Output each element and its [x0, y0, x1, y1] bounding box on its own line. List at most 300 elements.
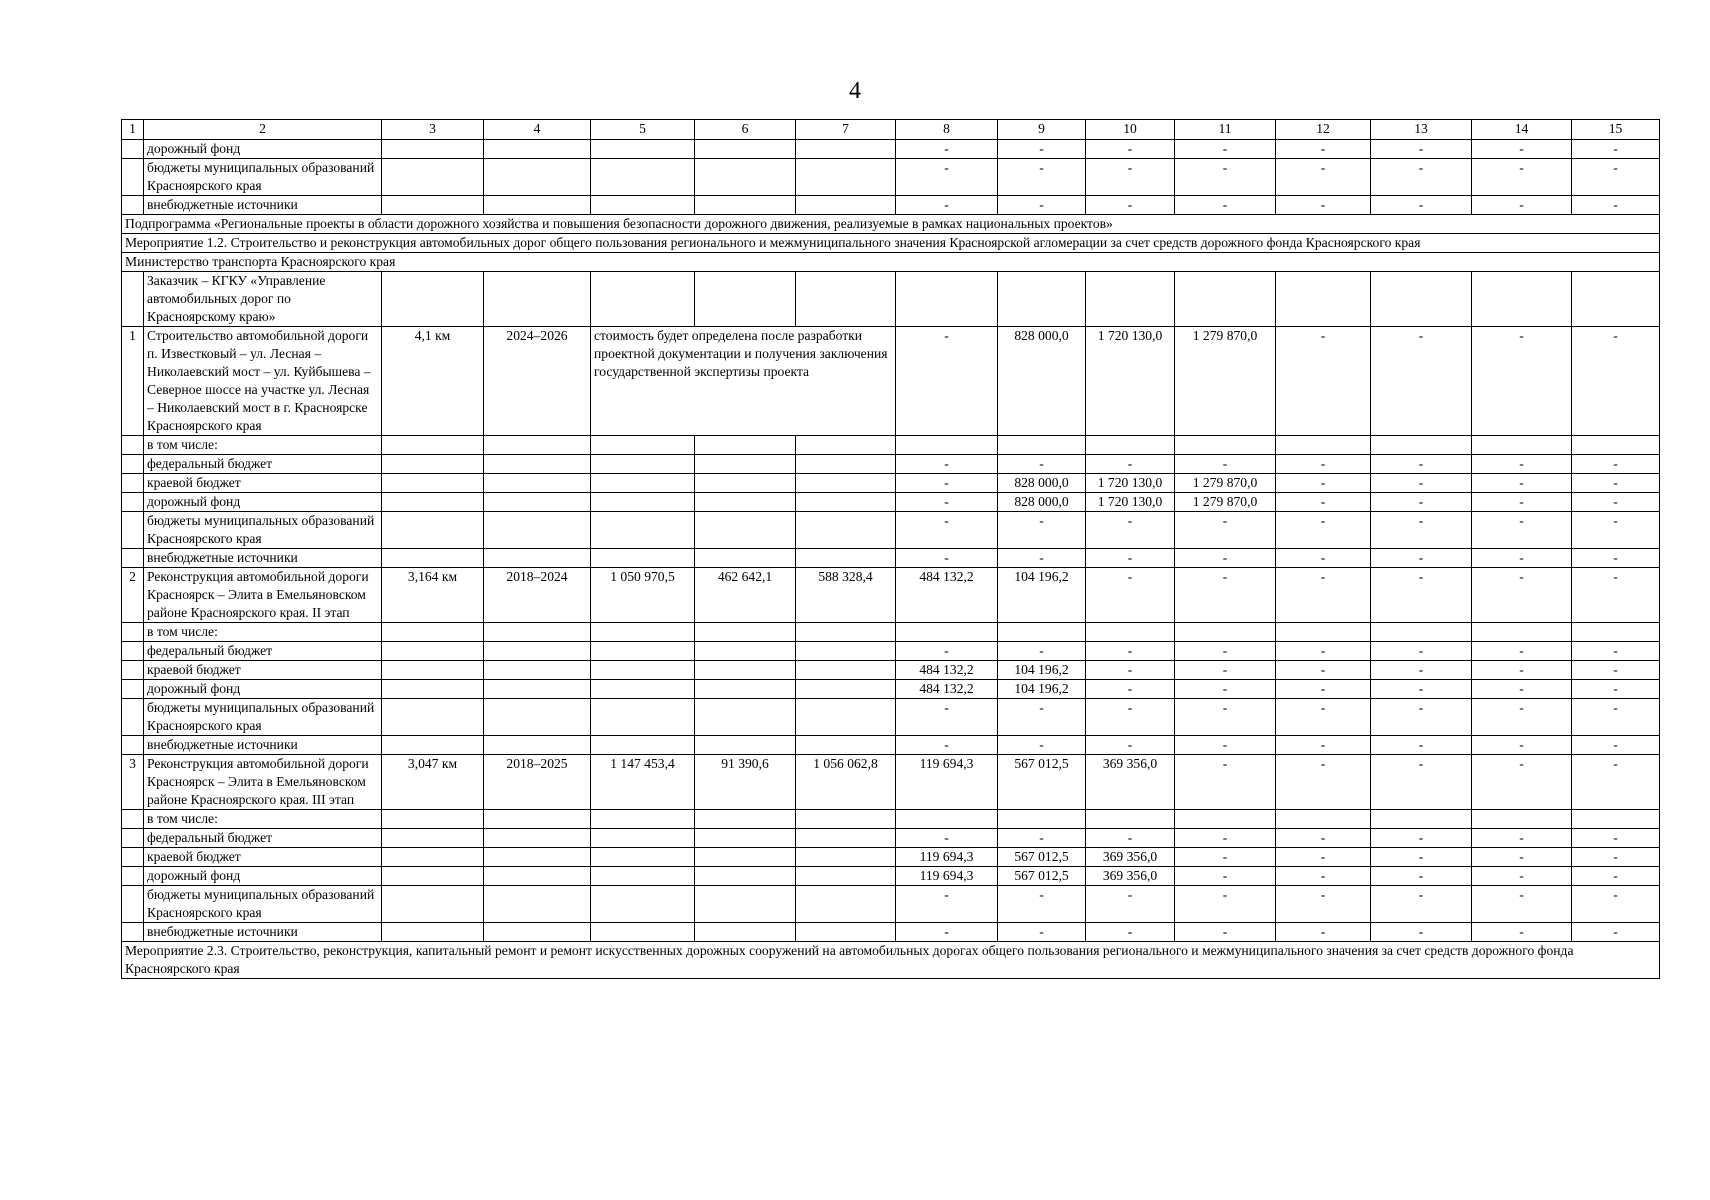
- table-cell: [695, 623, 796, 642]
- table-cell: [591, 493, 695, 512]
- table-cell: -: [896, 923, 998, 942]
- table-cell: -: [1175, 568, 1276, 623]
- table-cell: [796, 474, 896, 493]
- table-cell: [695, 699, 796, 736]
- row-label: краевой бюджет: [144, 474, 382, 493]
- table-cell: [1175, 810, 1276, 829]
- table-row: [122, 455, 1660, 474]
- table-row: [122, 327, 1660, 436]
- table-cell: 1 279 870,0: [1175, 474, 1276, 493]
- table-cell: [896, 623, 998, 642]
- table-cell: [382, 810, 484, 829]
- table-cell: -: [1371, 923, 1472, 942]
- table-cell: [998, 436, 1086, 455]
- table-cell: [1371, 272, 1472, 327]
- table-row: [122, 140, 1660, 159]
- table-cell: -: [1472, 455, 1572, 474]
- table-cell: [382, 736, 484, 755]
- table-cell: [484, 680, 591, 699]
- table-cell: [382, 680, 484, 699]
- table-cell: -: [1472, 736, 1572, 755]
- table-cell: -: [1086, 699, 1175, 736]
- table-cell: -: [1276, 661, 1371, 680]
- row-label: краевой бюджет: [144, 661, 382, 680]
- column-header: 5: [591, 120, 695, 140]
- table-cell: [1572, 810, 1660, 829]
- table-cell: [796, 699, 896, 736]
- table-cell: -: [1276, 549, 1371, 568]
- page-number: 4: [849, 78, 861, 104]
- table-cell: -: [896, 159, 998, 196]
- table-cell: 119 694,3: [896, 848, 998, 867]
- table-cell: [998, 272, 1086, 327]
- table-row: [122, 474, 1660, 493]
- table-cell: [796, 680, 896, 699]
- table-cell: -: [896, 549, 998, 568]
- table-row: [122, 661, 1660, 680]
- column-header: 9: [998, 120, 1086, 140]
- table-cell: -: [896, 512, 998, 549]
- table-cell: -: [896, 829, 998, 848]
- table-cell: [796, 736, 896, 755]
- row-label: бюджеты муниципальных образований Красноярского края: [144, 699, 382, 736]
- table-cell: [796, 886, 896, 923]
- table-cell: -: [1371, 642, 1472, 661]
- table-row: [122, 159, 1660, 196]
- table-row: [122, 568, 1660, 623]
- table-cell: 2018–2024: [484, 568, 591, 623]
- table-cell: [695, 455, 796, 474]
- row-label: в том числе:: [144, 810, 382, 829]
- table-cell: [591, 436, 695, 455]
- table-cell: [796, 661, 896, 680]
- table-cell: -: [1472, 493, 1572, 512]
- column-header: 11: [1175, 120, 1276, 140]
- table-cell: -: [1175, 661, 1276, 680]
- table-cell: [484, 848, 591, 867]
- section-heading: Подпрограмма «Региональные проекты в области дорожного хозяйства и повышения безопасности дорожного движения, реализуемые в рамках национальных проектов»: [122, 215, 1660, 234]
- table-cell: [796, 455, 896, 474]
- row-label: дорожный фонд: [144, 867, 382, 886]
- table-cell: [484, 810, 591, 829]
- header-row: [122, 120, 1660, 140]
- table-cell: -: [896, 642, 998, 661]
- column-header: 12: [1276, 120, 1371, 140]
- table-row: [122, 215, 1660, 234]
- table-cell: [695, 196, 796, 215]
- table-cell: 3,164 км: [382, 568, 484, 623]
- table-cell: [591, 810, 695, 829]
- table-cell: [591, 829, 695, 848]
- table-cell: -: [1472, 755, 1572, 810]
- table-cell: [382, 923, 484, 942]
- table-cell: [484, 661, 591, 680]
- table-cell: -: [1472, 699, 1572, 736]
- table-cell: -: [998, 886, 1086, 923]
- table-cell: -: [1086, 923, 1175, 942]
- table-cell: -: [1472, 474, 1572, 493]
- table-cell: -: [1276, 474, 1371, 493]
- table-cell: -: [1276, 327, 1371, 436]
- table-cell: -: [998, 699, 1086, 736]
- table-cell: [122, 923, 144, 942]
- table-cell: [695, 272, 796, 327]
- table-cell: -: [1086, 512, 1175, 549]
- table-cell: -: [1472, 568, 1572, 623]
- table-cell: -: [998, 159, 1086, 196]
- table-cell: -: [1175, 196, 1276, 215]
- table-cell: -: [1086, 455, 1175, 474]
- table-cell: [695, 867, 796, 886]
- table-cell: -: [1572, 327, 1660, 436]
- table-cell: [122, 196, 144, 215]
- table-cell: [382, 493, 484, 512]
- table-cell: [1472, 272, 1572, 327]
- table-cell: [695, 736, 796, 755]
- table-cell: -: [1472, 512, 1572, 549]
- row-label: в том числе:: [144, 623, 382, 642]
- table-cell: [591, 661, 695, 680]
- table-cell: -: [1572, 661, 1660, 680]
- table-cell: -: [1371, 829, 1472, 848]
- table-cell: [1086, 810, 1175, 829]
- table-cell: [484, 196, 591, 215]
- table-cell: 369 356,0: [1086, 848, 1175, 867]
- table-cell: [122, 512, 144, 549]
- table-cell: [1276, 623, 1371, 642]
- table-cell: [122, 455, 144, 474]
- table-cell: -: [1472, 196, 1572, 215]
- table-cell: 1 279 870,0: [1175, 493, 1276, 512]
- table-cell: 1 720 130,0: [1086, 474, 1175, 493]
- table-cell: -: [1175, 512, 1276, 549]
- table-cell: [122, 699, 144, 736]
- table-cell: [591, 272, 695, 327]
- table-cell: [591, 512, 695, 549]
- column-header: 3: [382, 120, 484, 140]
- table-cell: -: [998, 829, 1086, 848]
- table-cell: -: [1572, 867, 1660, 886]
- table-cell: -: [1175, 867, 1276, 886]
- table-cell: [695, 436, 796, 455]
- table-cell: [998, 623, 1086, 642]
- table-cell: [695, 140, 796, 159]
- column-header: 15: [1572, 120, 1660, 140]
- table-cell: [695, 661, 796, 680]
- table-cell: [382, 549, 484, 568]
- table-cell: -: [896, 493, 998, 512]
- program-table: [121, 119, 1660, 979]
- table-cell: 1 279 870,0: [1175, 327, 1276, 436]
- table-cell: -: [1371, 327, 1472, 436]
- table-cell: -: [1572, 736, 1660, 755]
- table-cell: -: [1472, 848, 1572, 867]
- table-cell: -: [1175, 549, 1276, 568]
- column-header: 1: [122, 120, 144, 140]
- table-cell: -: [1572, 455, 1660, 474]
- column-header: 4: [484, 120, 591, 140]
- table-cell: 2018–2025: [484, 755, 591, 810]
- table-cell: [382, 474, 484, 493]
- table-row: [122, 493, 1660, 512]
- table-cell: -: [1371, 512, 1472, 549]
- section-heading: Министерство транспорта Красноярского края: [122, 253, 1660, 272]
- table-cell: [796, 642, 896, 661]
- table-cell: 4,1 км: [382, 327, 484, 436]
- table-cell: -: [1086, 661, 1175, 680]
- row-label: федеральный бюджет: [144, 642, 382, 661]
- table-cell: 567 012,5: [998, 755, 1086, 810]
- column-header: 8: [896, 120, 998, 140]
- table-cell: [122, 549, 144, 568]
- table-cell: [484, 159, 591, 196]
- table-row: [122, 680, 1660, 699]
- table-cell: -: [1276, 196, 1371, 215]
- table-cell: [695, 680, 796, 699]
- table-cell: -: [998, 923, 1086, 942]
- table-cell: -: [1276, 923, 1371, 942]
- table-cell: [1472, 436, 1572, 455]
- table-cell: -: [1371, 755, 1472, 810]
- table-cell: -: [1086, 568, 1175, 623]
- row-label: федеральный бюджет: [144, 455, 382, 474]
- table-cell: [1276, 272, 1371, 327]
- table-row: [122, 810, 1660, 829]
- table-cell: [122, 493, 144, 512]
- table-cell: -: [1086, 196, 1175, 215]
- table-cell: 1 720 130,0: [1086, 327, 1175, 436]
- table-cell: [382, 455, 484, 474]
- table-cell: -: [896, 327, 998, 436]
- table-cell: [382, 848, 484, 867]
- table-cell: [1371, 436, 1472, 455]
- table-cell: -: [1472, 661, 1572, 680]
- table-cell: [484, 549, 591, 568]
- table-cell: -: [1276, 642, 1371, 661]
- table-cell: -: [1472, 923, 1572, 942]
- table-cell: -: [1572, 755, 1660, 810]
- table-cell: -: [1371, 886, 1472, 923]
- table-cell: [484, 736, 591, 755]
- table-cell: -: [1175, 455, 1276, 474]
- table-cell: 104 196,2: [998, 568, 1086, 623]
- table-cell: -: [1572, 848, 1660, 867]
- table-cell: -: [896, 455, 998, 474]
- table-cell: -: [1472, 867, 1572, 886]
- table-cell: [1175, 436, 1276, 455]
- table-cell: [896, 272, 998, 327]
- table-row: [122, 867, 1660, 886]
- table-cell: [382, 642, 484, 661]
- table-cell: -: [1276, 755, 1371, 810]
- table-row: [122, 512, 1660, 549]
- table-cell: 828 000,0: [998, 327, 1086, 436]
- table-cell: 3: [122, 755, 144, 810]
- table-body: [122, 120, 1660, 979]
- table-row: [122, 549, 1660, 568]
- table-cell: 369 356,0: [1086, 755, 1175, 810]
- table-cell: [484, 140, 591, 159]
- table-cell: -: [1472, 159, 1572, 196]
- table-cell: [382, 140, 484, 159]
- table-cell: [382, 436, 484, 455]
- table-cell: 104 196,2: [998, 661, 1086, 680]
- row-label: внебюджетные источники: [144, 736, 382, 755]
- table-cell: [382, 272, 484, 327]
- table-cell: -: [896, 140, 998, 159]
- table-cell: [591, 923, 695, 942]
- table-cell: [122, 623, 144, 642]
- column-header: 13: [1371, 120, 1472, 140]
- table-cell: -: [1572, 568, 1660, 623]
- table-cell: [591, 867, 695, 886]
- table-cell: [1472, 623, 1572, 642]
- table-cell: 104 196,2: [998, 680, 1086, 699]
- table-cell: -: [1371, 455, 1472, 474]
- row-label: Реконструкция автомобильной дороги Красноярск – Элита в Емельяновском районе Красноярского края. II этап: [144, 568, 382, 623]
- table-cell: -: [998, 196, 1086, 215]
- table-cell: -: [1276, 159, 1371, 196]
- table-cell: -: [1371, 867, 1472, 886]
- table-cell: [122, 661, 144, 680]
- table-cell: [695, 493, 796, 512]
- table-cell: [382, 699, 484, 736]
- table-cell: -: [1086, 140, 1175, 159]
- table-row: [122, 848, 1660, 867]
- table-cell: [796, 140, 896, 159]
- table-cell: -: [1276, 886, 1371, 923]
- table-cell: [695, 886, 796, 923]
- table-row: [122, 196, 1660, 215]
- table-cell: 1 050 970,5: [591, 568, 695, 623]
- table-cell: -: [1371, 848, 1472, 867]
- row-label: дорожный фонд: [144, 493, 382, 512]
- table-cell: -: [1175, 886, 1276, 923]
- table-cell: 119 694,3: [896, 867, 998, 886]
- table-cell: -: [1572, 829, 1660, 848]
- table-cell: 1: [122, 327, 144, 436]
- table-cell: [796, 810, 896, 829]
- column-header: 6: [695, 120, 796, 140]
- table-cell: -: [1175, 699, 1276, 736]
- table-cell: [484, 455, 591, 474]
- table-cell: [695, 923, 796, 942]
- table-cell: [484, 699, 591, 736]
- table-cell: [1572, 623, 1660, 642]
- table-cell: [1086, 436, 1175, 455]
- table-cell: [796, 848, 896, 867]
- table-cell: [122, 848, 144, 867]
- table-row: [122, 272, 1660, 327]
- table-cell: [695, 829, 796, 848]
- table-cell: [896, 810, 998, 829]
- row-label: в том числе:: [144, 436, 382, 455]
- table-cell: 2024–2026: [484, 327, 591, 436]
- table-cell: [382, 623, 484, 642]
- table-cell: -: [1472, 886, 1572, 923]
- row-label: бюджеты муниципальных образований Красноярского края: [144, 512, 382, 549]
- table-cell: [591, 623, 695, 642]
- table-cell: 567 012,5: [998, 867, 1086, 886]
- table-cell: [695, 642, 796, 661]
- table-cell: -: [1572, 642, 1660, 661]
- table-cell: -: [1472, 549, 1572, 568]
- table-cell: [591, 886, 695, 923]
- table-cell: 484 132,2: [896, 568, 998, 623]
- table-cell: [1276, 810, 1371, 829]
- table-cell: 1 056 062,8: [796, 755, 896, 810]
- table-cell: -: [1086, 159, 1175, 196]
- table-cell: 828 000,0: [998, 474, 1086, 493]
- table-cell: -: [1276, 493, 1371, 512]
- table-cell: -: [1086, 886, 1175, 923]
- table-cell: -: [1572, 474, 1660, 493]
- table-cell: -: [1175, 829, 1276, 848]
- table-cell: -: [1276, 680, 1371, 699]
- table-cell: [484, 623, 591, 642]
- table-cell: 3,047 км: [382, 755, 484, 810]
- table-cell: [122, 474, 144, 493]
- table-cell: [796, 196, 896, 215]
- table-cell: -: [1276, 512, 1371, 549]
- table-cell: -: [998, 736, 1086, 755]
- row-label: федеральный бюджет: [144, 829, 382, 848]
- table-cell: -: [896, 886, 998, 923]
- table-cell: [796, 623, 896, 642]
- table-cell: -: [1175, 159, 1276, 196]
- table-cell: 484 132,2: [896, 680, 998, 699]
- table-cell: -: [1572, 699, 1660, 736]
- table-cell: [1371, 810, 1472, 829]
- table-cell: -: [1371, 736, 1472, 755]
- table-cell: -: [1175, 140, 1276, 159]
- table-cell: -: [1175, 642, 1276, 661]
- table-cell: -: [1371, 493, 1472, 512]
- table-cell: 462 642,1: [695, 568, 796, 623]
- table-cell: -: [896, 196, 998, 215]
- table-cell: -: [896, 699, 998, 736]
- table-row: [122, 699, 1660, 736]
- table-cell: [1086, 623, 1175, 642]
- column-header: 10: [1086, 120, 1175, 140]
- table-cell: [122, 810, 144, 829]
- row-label: Реконструкция автомобильной дороги Красноярск – Элита в Емельяновском районе Красноярского края. III этап: [144, 755, 382, 810]
- table-cell: [591, 699, 695, 736]
- table-cell: [1175, 623, 1276, 642]
- table-cell: -: [1086, 829, 1175, 848]
- row-label: внебюджетные источники: [144, 923, 382, 942]
- table-cell: -: [998, 549, 1086, 568]
- table-cell: [382, 661, 484, 680]
- table-cell: -: [1086, 549, 1175, 568]
- table-cell: [796, 867, 896, 886]
- table-cell: [695, 549, 796, 568]
- table-cell: -: [1276, 455, 1371, 474]
- table-cell: -: [1371, 549, 1472, 568]
- table-cell: [796, 829, 896, 848]
- table-cell: [591, 474, 695, 493]
- table-cell: [382, 829, 484, 848]
- table-cell: -: [1371, 699, 1472, 736]
- table-cell: [1572, 272, 1660, 327]
- table-cell: [591, 680, 695, 699]
- table-cell: -: [1371, 140, 1472, 159]
- table-cell: 567 012,5: [998, 848, 1086, 867]
- table-cell: [896, 436, 998, 455]
- table-cell: [796, 923, 896, 942]
- column-header: 7: [796, 120, 896, 140]
- table-cell: 2: [122, 568, 144, 623]
